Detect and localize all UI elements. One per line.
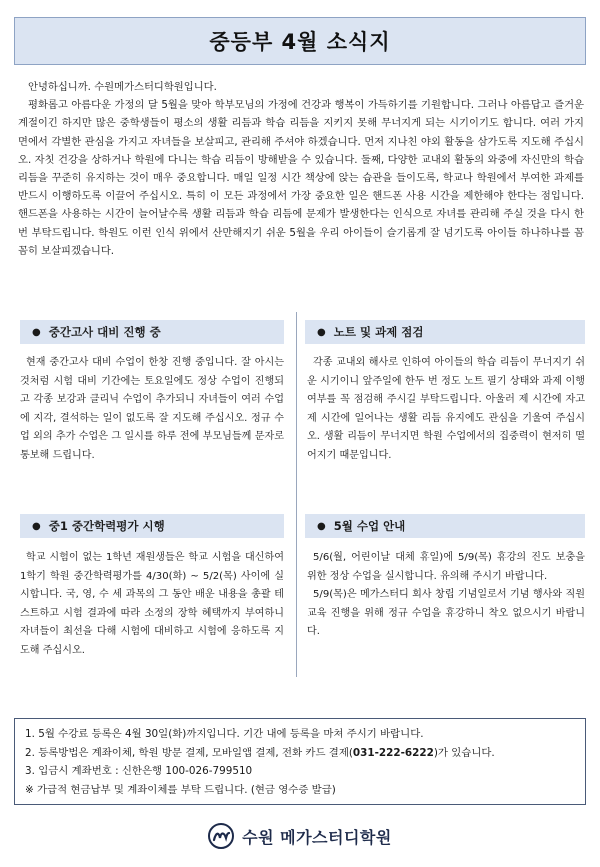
newsletter-title-banner — [14, 17, 586, 65]
newsletter-title: 중등부 4월 소식지 — [209, 30, 391, 54]
bullet-icon: ● — [317, 326, 326, 338]
section-body-notes-check — [307, 354, 585, 465]
notice-line-payment-methods — [25, 744, 575, 763]
notice-text: 2. 등록방법은 계좌이체, 학원 방문 결제, 모바일앱 결제, 전화 카드 결제( — [25, 746, 353, 759]
section-body-midterm-prep — [20, 354, 284, 465]
section-paragraph: 학교 시험이 없는 1학년 재원생들은 학교 시험을 대신하여 1학기 학원 중간학력평가를 4/30(화) ~ 5/2(목) 사이에 실시합니다. 국, 영, 수 세 과목의 그 동안 배운 내용을 총괄 테스트하고 시험 결과에 따라 소정의 장학 혜택까지 부여하니 자녀들이 최선을 다해 시험에 대비하고 시험에 응하도록 지도해 주십시오. — [20, 552, 284, 656]
bullet-icon: ● — [32, 520, 41, 532]
section-heading-text: 노트 및 과제 점검 — [333, 325, 424, 339]
section-heading-text: 중1 중간학력평가 시행 — [48, 519, 165, 533]
section-paragraph: 현재 중간고사 대비 수업이 한창 진행 중입니다. 잘 아시는 것처럼 시험 대비 기간에는 토요일에도 정상 수업이 진행되고 각종 보강과 클리닉 수업이 추가되니 자녀들이 여러 수업에 지각, 결석하는 일이 없도록 잘 지도해 주십시오. 정규 수업 외의 추가 수업은 그 일시를 하루 전에 부모님들께 문자로 통보해 드립니다. — [20, 357, 284, 461]
footer-brand — [0, 818, 600, 854]
section-paragraph: 각종 교내외 해사로 인하여 아이들의 학습 리듬이 무너지기 쉬운 시기이니 앞주일에 한두 번 정도 노트 필기 상태와 과제 이행 여부를 꼭 점검해 주시길 부탁드립니다. 아울러 제 시간에 자고 제 시간에 일어나는 생활 리듬 유지에도 관심을 기울여 주십시오. 생활 리듬이 무너지면 학원 수업에서의 집중력이 현저히 떨어지기 때문입니다. — [307, 357, 585, 461]
brand-name: 수원 메가스터디학원 — [242, 827, 392, 847]
section-heading-grade1-assessment — [20, 514, 284, 538]
megastudy-logo-icon — [208, 823, 234, 849]
notice-text: )가 있습니다. — [433, 746, 495, 759]
intro-body: 평화롭고 아름다운 가정의 달 5월을 맞아 학부모님의 가정에 건강과 행복이 가득하기를 기원합니다. 그러나 아름답고 즐거운 계절이긴 하지만 많은 중학생들이 평소의 생활 리듬과 학습 리듬을 지키지 못해 무너지게 되는 시기이기도 합니다. 여러 가지 면에서 각별한 관심을 가지고 자녀들을 보살피고, 관리해 주셔야 하겠습니다. 먼저 지나친 야외 활동을 삼가도록 지도해 주십시오. 자칫 건강을 상하거나 학원에 다니는 학습 리듬이 방해받을 수 있습니다. 둘째, 다양한 교내외 활동의 와중에 자신만의 학습 리듬을 꾸준히 유지하는 것이 매우 중요합니다. 매일 일정 시간 책상에 앉는 습관을 들이도록, 학교나 학원에서 부여한 과제를 반드시 이행하도록 이끌어 주십시오. 특히 이 모든 과정에서 가장 중요한 일은 핸드폰 사용 시간을 제한해야 한다는 점입니다. 핸드폰을 사용하는 시간이 늘어날수록 생활 리듬과 학습 리듬에 문제가 발생한다는 인식으로 자녀를 관리해 주실 것을 다시 한 번 부탁드립니다. 학원도 이런 인식 위에서 산만해지기 쉬운 5월을 우리 아이들이 슬기롭게 잘 넘기도록 아이들 하나하나를 꼼꼼히 보살피겠습니다. — [18, 99, 584, 257]
section-body-may-classes — [307, 549, 585, 642]
section-paragraph: 5/6(월, 어린이날 대체 휴일)에 5/9(목) 휴강의 진도 보충을 위한 정상 수업을 실시합니다. 유의해 주시기 바랍니다. — [307, 552, 585, 582]
bullet-icon: ● — [317, 520, 326, 532]
section-heading-may-classes — [305, 514, 585, 538]
section-heading-notes-check — [305, 320, 585, 344]
notice-line-account: 3. 입금시 계좌번호 : 신한은행 100-026-799510 — [25, 765, 253, 777]
notice-line-tuition-deadline: 1. 5월 수강료 등록은 4월 30일(화)까지입니다. 기간 내에 등록을 마쳐 주시기 바랍니다. — [25, 728, 424, 740]
notice-line-cash-request: ※ 가급적 현금납부 및 계좌이체를 부탁 드립니다. (현금 영수증 발급) — [25, 783, 336, 796]
intro-greeting: 안녕하십니까. 수원메가스터디학원입니다. — [28, 81, 217, 93]
section-body-grade1-assessment — [20, 549, 284, 660]
section-paragraph: 5/9(목)은 메가스터디 회사 창립 기념일로서 기념 행사와 직원 교육 진행을 위해 정규 수업을 휴강하니 착오 없으시기 바랍니다. — [307, 589, 585, 637]
section-heading-midterm-prep — [20, 320, 284, 344]
section-heading-text: 중간고사 대비 진행 중 — [48, 325, 161, 339]
bullet-icon: ● — [32, 326, 41, 338]
payment-notice-box — [14, 718, 586, 805]
intro-letter — [18, 78, 584, 260]
phone-number: 031-222-6222 — [352, 746, 434, 759]
column-divider — [296, 312, 297, 677]
section-heading-text: 5월 수업 안내 — [333, 519, 406, 533]
